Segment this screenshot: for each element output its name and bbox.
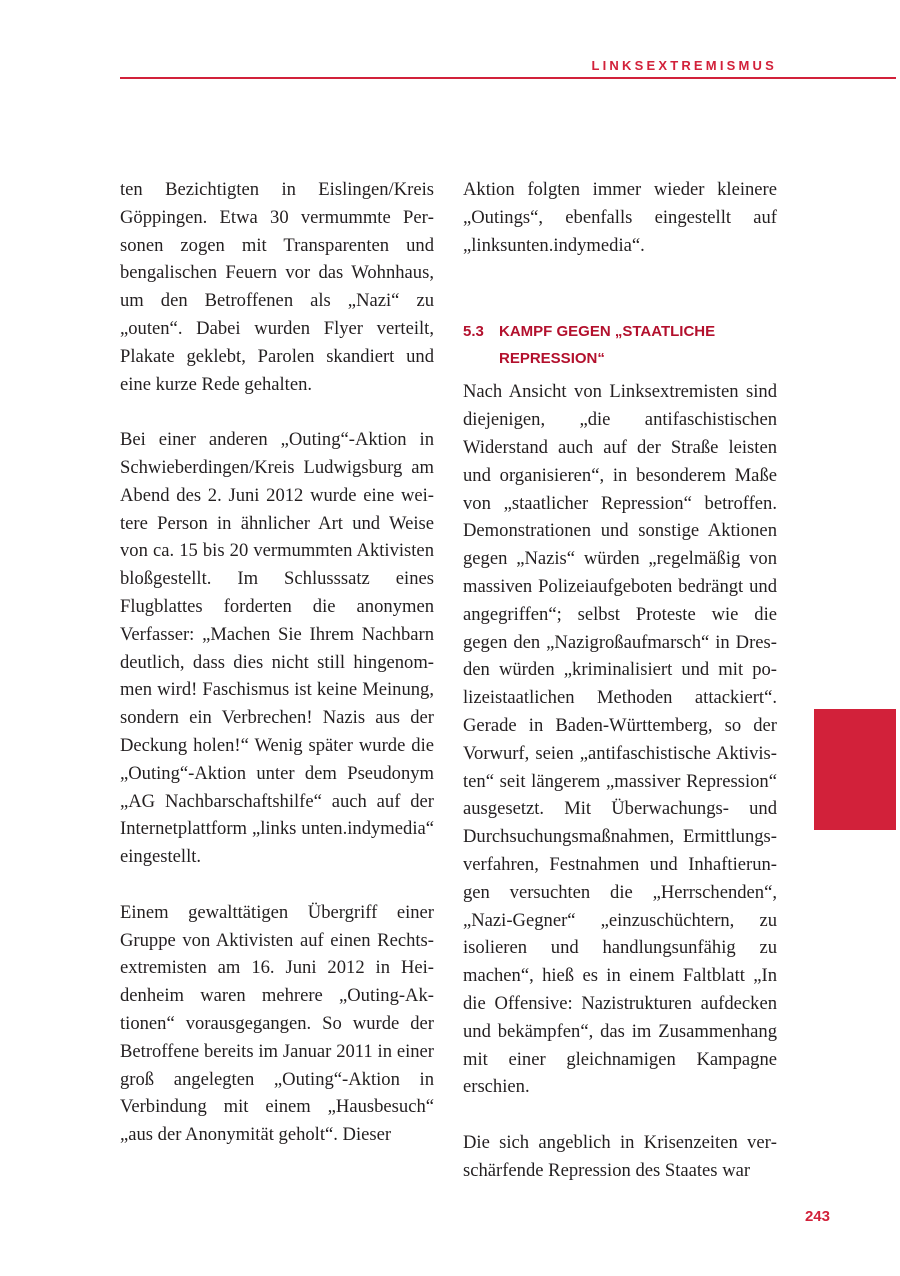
- running-header-title: LINKSEXTREMISMUS: [591, 58, 777, 73]
- section-heading: [463, 318, 777, 372]
- body-paragraph: Einem gewalttätigen Übergriff einer Gruppe von Aktivisten auf einen Rechtsextremisten am 16. Juni 2012 in Heidenheim waren mehrere „Outing-Aktionen“ vorausgegangen. So wurde der Betroffene bereits im Januar 2011 in einer groß angelegten „Outing“-Aktion in Verbindung mit einem „Hausbesuch“ „aus der Anonymität geholt“. Dieser: [120, 901, 434, 1146]
- body-paragraph: Bei einer anderen „Outing“-Aktion in Schwieberdingen/Kreis Ludwigsburg am Abend des 2. Juni 2012 wurde eine weitere Person in ähnlicher Art und Weise von ca. 15 bis 20 vermummten Aktivisten bloßgestellt. Im Schlusssatz eines Flugblattes forderten die anonymen Verfasser: „Machen Sie Ihrem Nachbarn deutlich, dass dies nicht still hingenommen wird! Faschismus ist keine Meinung, sondern ein Verbrechen! Nazis aus der Deckung holen!“ Wenig später wurde die „Outing“-Aktion unter dem Pseudonym „AG Nachbarschaftshilfe“ auch auf der Internetplattform „links unten.indymedia“ eingestellt.: [120, 429, 434, 868]
- paragraph-gap: [120, 871, 434, 899]
- section-gap: [463, 259, 777, 314]
- paragraph-gap: [463, 1101, 777, 1129]
- section-title: KAMPF GEGEN „STAATLICHE REPRESSION“: [499, 323, 716, 368]
- body-paragraph: Nach Ansicht von Linksextremisten sind diejenigen, „die antifaschistischen Widerstand auch auf der Straße leisten und organisieren“, in besonderem Maße von „staatlicher Repression“ betroffen. Demonstrationen und sonstige Aktionen gegen „Nazis“ würden „regelmäßig von massiven Polizeiaufgeboten bedrängt und angegriffen“; selbst Proteste wie die gegen den „Nazigroßaufmarsch“ in Dresden würden „kriminalisiert und mit polizeistaatlichen Methoden attackiert“. Gerade in Baden-Württemberg, so der Vorwurf, seien „antifaschistische Aktivisten“ seit längerem „massiver Repression“ ausgesetzt. Mit Überwachungs- und Durchsuchungsmaßnahmen, Ermittlungsverfahren, Festnahmen und Inhaftierungen versuchten die „Herrschenden“, „Nazi-Gegner“ „einzuschüchtern, zu isolieren und handlungsunfähig zu machen“, hieß es in einem Faltblatt „In die Offensive: Nazistrukturen aufdecken und bekämpfen“, das im Zusammenhang mit einer gleichnamigen Kampagne erschien.: [463, 381, 777, 1098]
- intro-paragraph: Aktion folgten immer wieder kleinere „Outings“, ebenfalls eingestellt auf „linksunten.indymedia“.: [463, 179, 777, 256]
- header-rule: [120, 77, 896, 79]
- right-column: [463, 176, 777, 1185]
- section-number: 5.3: [463, 323, 484, 341]
- paragraph-gap: [120, 398, 434, 426]
- page-number: 243: [804, 1208, 830, 1225]
- body-paragraph: ten Bezichtigten in Eislingen/Kreis Göppingen. Etwa 30 vermummte Personen zogen mit Transparenten und bengalischen Feuern vor das Wohnhaus, um den Betroffenen als „Nazi“ zu „outen“. Dabei wurden Flyer verteilt, Plakate geklebt, Parolen skandiert und eine kurze Rede gehalten.: [120, 179, 434, 395]
- body-paragraph: Die sich angeblich in Krisenzeiten verschärfende Repression des Staates war: [463, 1131, 777, 1181]
- left-column: [120, 176, 434, 1149]
- chapter-side-tab: [814, 709, 896, 830]
